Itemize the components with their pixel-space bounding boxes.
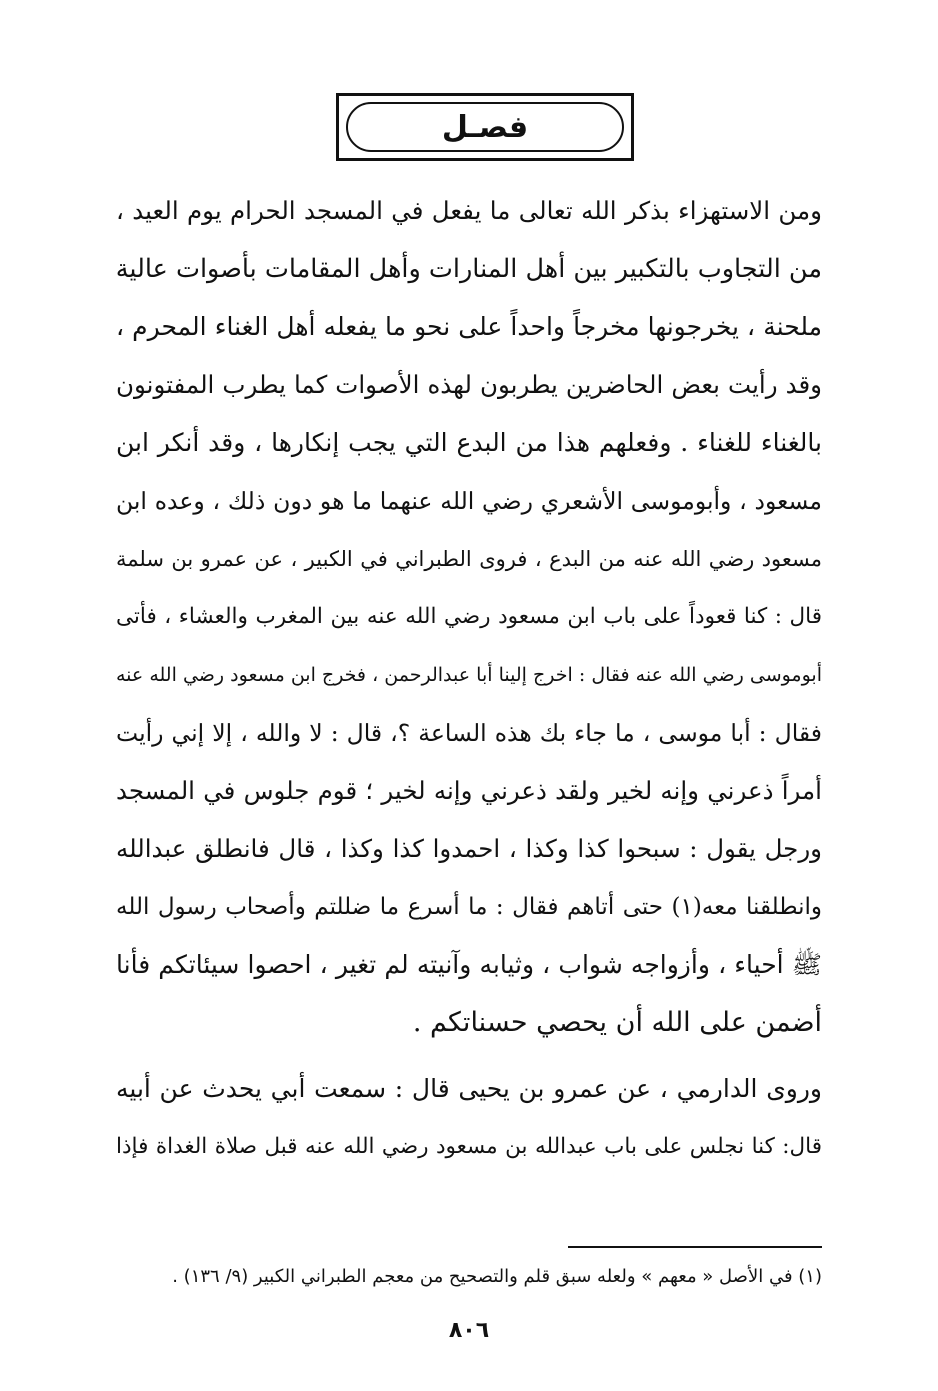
footnote-divider: [568, 1246, 822, 1248]
main-text: [116, 182, 822, 1176]
text-line: أبوموسى رضي الله عنه فقال : اخرج إلينا أبا عبدالرحمن ، فخرج ابن مسعود رضي الله عنه: [116, 664, 822, 686]
section-heading-inner-frame: [346, 102, 624, 152]
text-line: من التجاوب بالتكبير بين أهل المنارات وأهل المقامات بأصوات عالية: [116, 254, 822, 284]
text-line: قال: كنا نجلس على باب عبدالله بن مسعود رضي الله عنه قبل صلاة الغداة فإذا: [116, 1134, 822, 1159]
text-line: ملحنة ، يخرجونها مخرجاً واحداً على نحو ما يفعله أهل الغناء المحرم ،: [116, 312, 822, 341]
footnote: (١) في الأصل « معهم » ولعله سبق قلم والتصحيح من معجم الطبراني الكبير (٩/ ١٣٦) .: [172, 1266, 822, 1287]
page-number: ٨٠٦: [448, 1318, 490, 1343]
text-line: ﷺ أحياء ، وأزواجه شواب ، وثيابه وآنيته لم تغير ، احصوا سيئاتكم فأنا: [116, 950, 822, 979]
section-heading: فصـل: [441, 109, 529, 145]
text-line: قال : كنا قعوداً على باب ابن مسعود رضي الله عنه بين المغرب والعشاء ، فأتى: [116, 604, 822, 629]
text-line: بالغناء للغناء . وفعلهم هذا من البدع التي يجب إنكارها ، وقد أنكر ابن: [116, 428, 822, 457]
text-line: ورجل يقول : سبحوا كذا وكذا ، احمدوا كذا وكذا ، قال فانطلق عبدالله: [116, 834, 822, 863]
text-line: مسعود ، وأبوموسى الأشعري رضي الله عنهما ما هو دون ذلك ، وعده ابن: [116, 487, 822, 515]
text-line: أضمن على الله أن يحصي حسناتكم .: [412, 1007, 822, 1038]
section-heading-frame: [336, 93, 634, 161]
text-line: فقال : أبا موسى ، ما جاء بك هذه الساعة ؟، قال : لا والله ، إلا إني رأيت: [116, 719, 822, 747]
text-line: وقد رأيت بعض الحاضرين يطربون لهذه الأصوات كما يطرب المفتونون: [116, 370, 822, 399]
text-line: أمراً ذعرني وإنه لخير ولقد ذعرني وإنه لخير ؛ قوم جلوس في المسجد: [116, 776, 822, 805]
text-line: مسعود رضي الله عنه من البدع ، فروى الطبراني في الكبير ، عن عمرو بن سلمة: [116, 547, 822, 571]
text-line: وروى الدارمي ، عن عمرو بن يحيى قال : سمعت أبي يحدث عن أبيه: [116, 1074, 822, 1103]
text-line: وانطلقنا معه(١) حتى أتاهم فقال : ما أسرع ما ضللتم وأصحاب رسول الله: [116, 894, 822, 920]
text-line: ومن الاستهزاء بذكر الله تعالى ما يفعل في المسجد الحرام يوم العيد ،: [116, 196, 822, 225]
